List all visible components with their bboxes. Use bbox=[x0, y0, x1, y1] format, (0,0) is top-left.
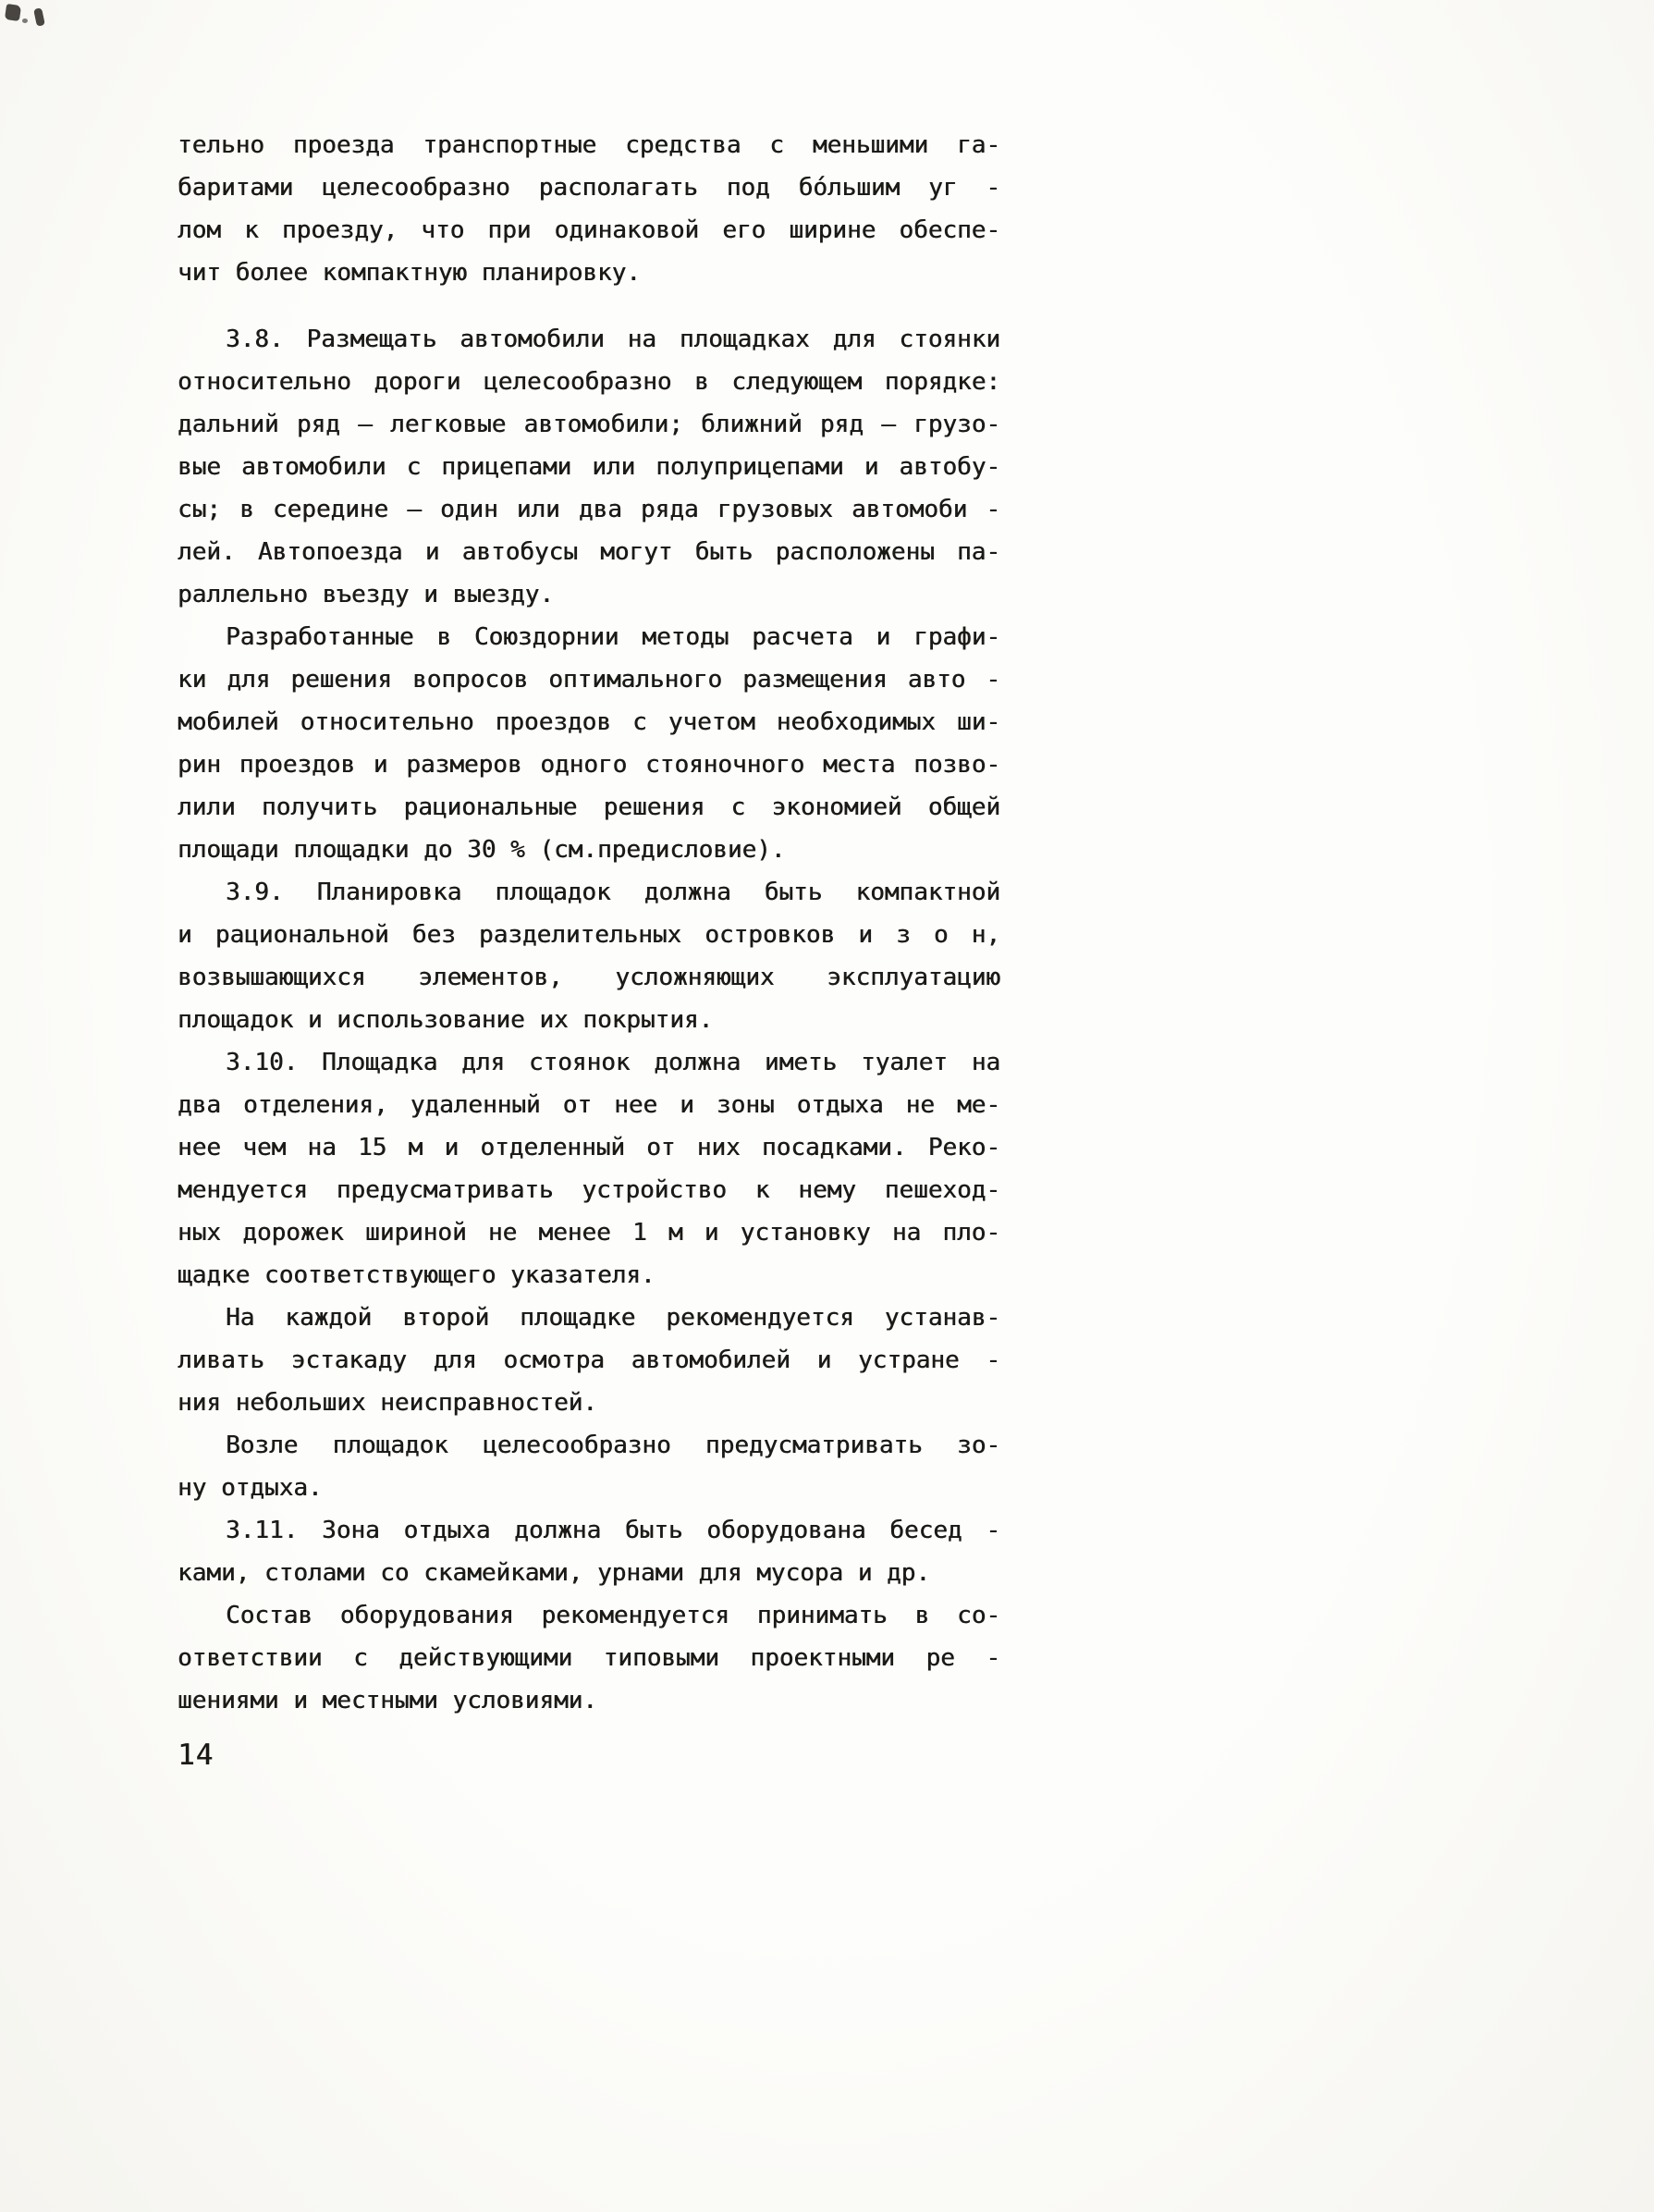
paragraph bbox=[178, 1424, 1000, 1509]
text-line: 3.9. Планировка площадок должна быть компактной bbox=[226, 879, 1000, 906]
text-line: площадок и использование их покрытия. bbox=[178, 1006, 714, 1034]
scan-artifact-icon bbox=[5, 4, 21, 21]
text-line: площади площадки до 30 % (см.предисловие). bbox=[178, 836, 786, 864]
scan-artifact-icon bbox=[22, 18, 28, 23]
text-line: ки для решения вопросов оптимального размещения авто - bbox=[178, 666, 1000, 694]
text-line: относительно дороги целесообразно в следующем порядке: bbox=[178, 368, 1000, 396]
text-line: ливать эстакаду для осмотра автомобилей и устране - bbox=[178, 1346, 1000, 1374]
text-line: Возле площадок целесообразно предусматривать зо- bbox=[226, 1432, 1000, 1459]
text-line: лей. Автопоезда и автобусы могут быть расположены па- bbox=[178, 538, 1000, 566]
text-line: Разработанные в Союздорнии методы расчета и графи- bbox=[226, 623, 1000, 651]
text-line: лом к проезду, что при одинаковой его ширине обеспе- bbox=[178, 216, 1000, 244]
text-line: возвышающихся элементов, усложняющих эксплуатацию bbox=[178, 964, 1000, 991]
text-line: ками, столами со скамейками, урнами для мусора и др. bbox=[178, 1559, 930, 1587]
text-line: шениями и местными условиями. bbox=[178, 1687, 597, 1714]
page-number: 14 bbox=[178, 1739, 214, 1772]
text-line: чит более компактную планировку. bbox=[178, 259, 641, 287]
text-line: мендуется предусматривать устройство к нему пешеход- bbox=[178, 1176, 1000, 1204]
text-line: На каждой второй площадке рекомендуется устанав- bbox=[226, 1304, 1000, 1332]
text-line: баритами целесообразно располагать под бо́льшим уг - bbox=[178, 174, 1000, 202]
paragraph bbox=[178, 1296, 1000, 1424]
text-line: рин проездов и размеров одного стояночного места позво- bbox=[178, 751, 1000, 779]
text-line: и рациональной без разделительных островков и з о н, bbox=[178, 921, 1000, 949]
text-line: раллельно въезду и выезду. bbox=[178, 581, 554, 608]
text-line: мобилей относительно проездов с учетом необходимых ши- bbox=[178, 708, 1000, 736]
text-line: нее чем на 15 м и отделенный от них посадками. Реко- bbox=[178, 1134, 1000, 1161]
text-line: ответствии с действующими типовыми проектными ре - bbox=[178, 1644, 1000, 1672]
text-line: ну отдыха. bbox=[178, 1474, 323, 1502]
text-line: ных дорожек шириной не менее 1 м и установку на пло- bbox=[178, 1219, 1000, 1247]
paragraph bbox=[178, 1041, 1000, 1296]
paragraph bbox=[178, 318, 1000, 616]
text-line: Состав оборудования рекомендуется принимать в со- bbox=[226, 1602, 1000, 1629]
paragraph bbox=[178, 124, 1000, 294]
text-block bbox=[178, 124, 1000, 1774]
paragraph bbox=[178, 1594, 1000, 1722]
text-line: 3.11. Зона отдыха должна быть оборудована бесед - bbox=[226, 1517, 1000, 1544]
paragraph bbox=[178, 1509, 1000, 1594]
text-line: 3.8. Размещать автомобили на площадках для стоянки bbox=[226, 326, 1000, 353]
paragraph bbox=[178, 616, 1000, 871]
text-line: лили получить рациональные решения с экономией общей bbox=[178, 793, 1000, 821]
text-line: дальний ряд – легковые автомобили; ближний ряд – грузо- bbox=[178, 411, 1000, 438]
text-line: сы; в середине – один или два ряда грузовых автомоби - bbox=[178, 496, 1000, 523]
text-line: 3.10. Площадка для стоянок должна иметь туалет на bbox=[226, 1049, 1000, 1076]
text-line: два отделения, удаленный от нее и зоны отдыха не ме- bbox=[178, 1091, 1000, 1119]
text-line: ния небольших неисправностей. bbox=[178, 1389, 597, 1417]
text-line: щадке соответствующего указателя. bbox=[178, 1261, 655, 1289]
paragraphs-container bbox=[178, 124, 1000, 1722]
text-line: тельно проезда транспортные средства с меньшими га- bbox=[178, 131, 1000, 159]
paragraph bbox=[178, 871, 1000, 1041]
scan-artifact-icon bbox=[33, 7, 45, 26]
text-line: вые автомобили с прицепами или полуприцепами и автобу- bbox=[178, 453, 1000, 481]
